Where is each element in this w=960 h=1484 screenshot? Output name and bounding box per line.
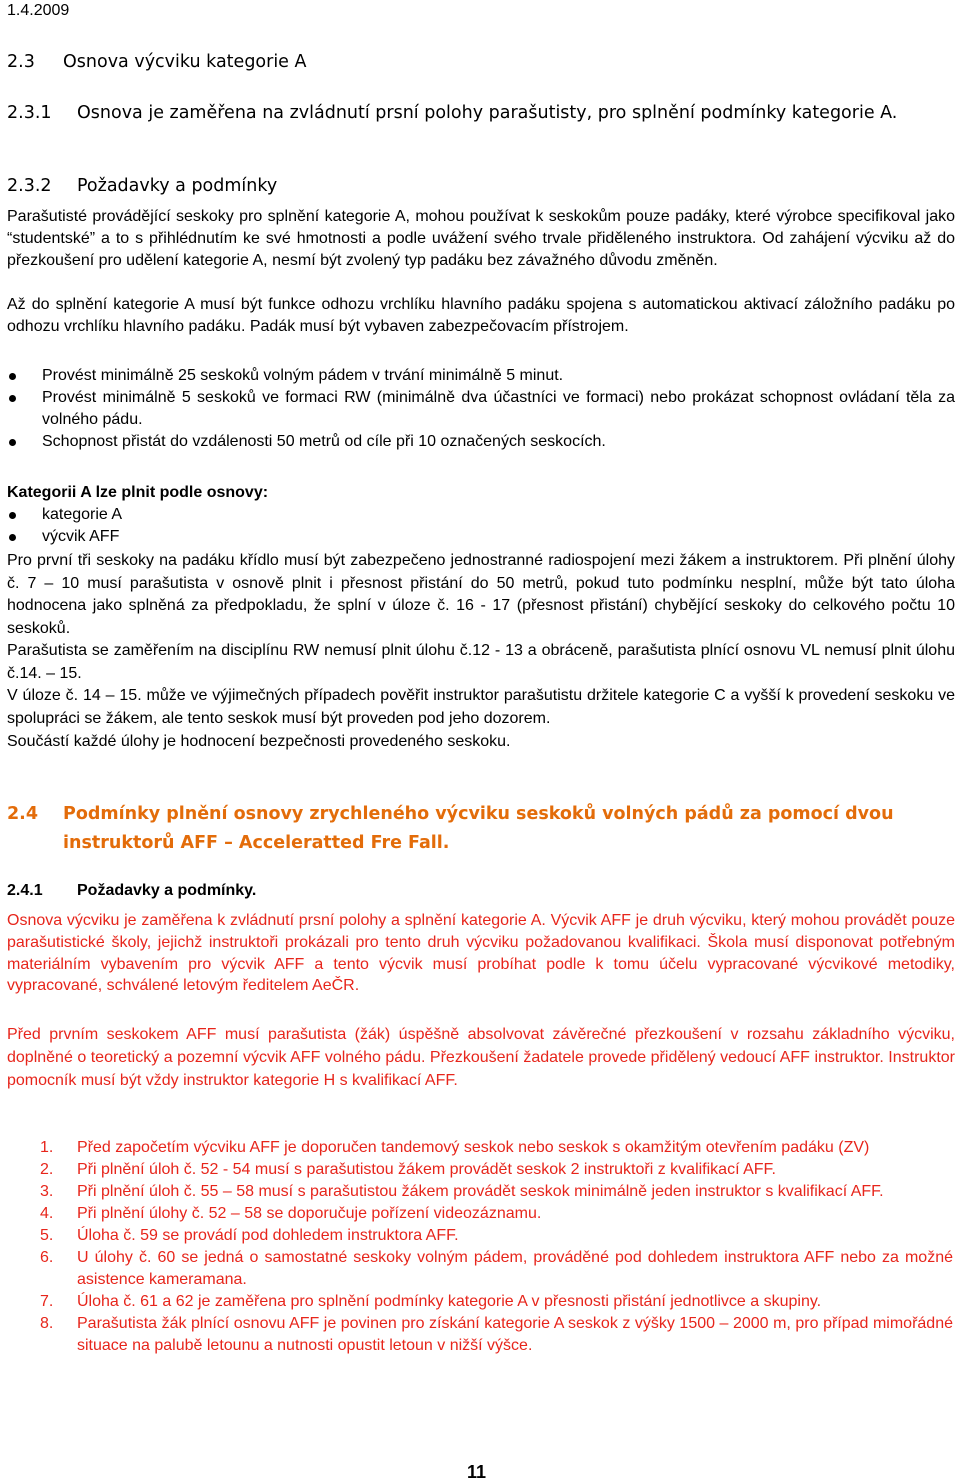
- paragraph-1: [7, 206, 955, 272]
- list-item: Schopnost přistát do vzdálenosti 50 metrů od cíle při 10 označených seskocích.: [7, 431, 955, 453]
- header-date: 1.4.2009: [7, 2, 70, 19]
- section-title: Osnova výcviku kategorie A: [63, 52, 307, 72]
- paragraph-6: Součástí každé úlohy je hodnocení bezpečnosti provedeného seskoku.: [7, 733, 511, 750]
- section-title: Požadavky a podmínky: [77, 176, 278, 196]
- list-item: 6. U úlohy č. 60 se jedná o samostatné seskoky volným pádem, prováděné pod dohledem instruktora AFF nebo za možné asistence kameramana.: [40, 1249, 953, 1288]
- kategorii-heading: Kategorii A lze plnit podle osnovy:: [7, 484, 269, 501]
- section-number: 2.4: [7, 804, 39, 824]
- list-item: 5. Úloha č. 59 se provádí pod dohledem instruktora AFF.: [40, 1227, 459, 1244]
- section-2-4-1-heading: [7, 881, 256, 901]
- section-2-3-heading: [7, 50, 307, 74]
- paragraph-5: V úloze č. 14 – 15. může ve výjimečných případech pověřit instruktor parašutistu držitele kategorie C a vyšší k provedení seskoku ve spolupráci se žákem, ale tento seskok musí být proveden pod jeho dozorem.: [7, 687, 955, 727]
- bullet-icon: [9, 512, 16, 519]
- section-2-4-heading: [7, 800, 955, 858]
- section-title-line-2: instruktorů AFF – Acceleratted Fre Fall.: [63, 833, 450, 853]
- bullet-icon: [9, 439, 16, 446]
- paragraph-1b: Od zahájení výcviku až do přezkoušení pro udělení kategorie A, nesmí být zvolený typ padáku bez závažného důvodu změněn.: [7, 230, 956, 269]
- bullet-icon: [9, 534, 16, 541]
- section-text: Osnova je zaměřena na zvládnutí prsní polohy parašutisty, pro splnění podmínky kategorie A.: [77, 103, 898, 123]
- paragraph-2: Až do splnění kategorie A musí být funkce odhozu vrchlíku hlavního padáku spojena s automatickou aktivací záložního padáku po odhozu vrchlíku hlavního padáku. Padák musí být vybaven zabezpečovacím přístrojem.: [7, 296, 955, 335]
- list-item: 3. Při plnění úloh č. 55 – 58 musí s parašutistou žákem provádět seskok minimálně jeden instruktor s kvalifikací AFF.: [40, 1183, 884, 1200]
- list-item: 4. Při plnění úlohy č. 52 – 58 se doporučuje pořízení videozáznamu.: [40, 1205, 542, 1222]
- section-number: 2.4.1: [7, 882, 43, 899]
- bullet-list-2: [7, 504, 955, 548]
- list-item: kategorie A: [7, 504, 955, 526]
- section-2-3-2-heading: [7, 174, 277, 198]
- section-title: Požadavky a podmínky.: [77, 882, 257, 899]
- section-number: 2.3.2: [7, 176, 52, 196]
- paragraph-3: Pro první tři seskoky na padáku křídlo musí být zabezpečeno jednostranné radiospojení mezi žákem a instruktorem. Při plnění úlohy č. 7 – 10 musí parašutista v osnově plnit i přesnost přistání do 50 metrů, pokud tuto podmínku nesplní, může být tato úloha hodnocena jako splněná za předpokladu, že splní v úloze č. 16 - 17 (přesnost přistání) chybějící seskoky do celkového počtu 10 seskoků.: [7, 552, 955, 637]
- list-item: 7. Úloha č. 61 a 62 je zaměřena pro splnění podmínky kategorie A v přesnosti přistání jednotlivce a skupiny.: [40, 1293, 822, 1310]
- list-item: Provést minimálně 25 seskoků volným pádem v trvání minimálně 5 minut.: [7, 365, 955, 387]
- list-item: 2. Při plnění úloh č. 52 - 54 musí s parašutistou žákem provádět seskok 2 instruktoři z kvalifikací AFF.: [40, 1161, 776, 1178]
- paragraph-1a: Parašutisté provádějící seskoky pro splnění kategorie A, mohou používat k seskokům pouze padáky, které výrobce specifikoval jako “studentské” a to s přihlédnutím ke své hmotnosti a podle uvážení svého trvale přiděleného instruktora.: [7, 208, 955, 247]
- section-2-3-1: [7, 101, 955, 125]
- list-item: 8. Parašutista žák plnící osnovu AFF je povinen pro získání kategorie A seskok z výšky 1500 – 2000 m, pro případ mimořádné situace na palubě letounu a nutnosti opustit letoun v nižší výšce.: [40, 1315, 953, 1354]
- list-item: výcvik AFF: [7, 526, 955, 548]
- bullet-list-1: [7, 365, 955, 453]
- numbered-list: [7, 1137, 955, 1357]
- list-item: Provést minimálně 5 seskoků ve formaci RW (minimálně dva účastníci ve formaci) nebo prokázat schopnost ovládaní těla za volného pádu.: [7, 387, 955, 431]
- bullet-icon: [9, 373, 16, 380]
- paragraph-4: Parašutista se zaměřením na disciplínu RW nemusí plnit úlohu č.12 - 13 a obráceně, parašutista plnící osnovu VL nemusí plnit úlohu č.14. – 15.: [7, 642, 955, 682]
- section-title-line-1: Podmínky plnění osnovy zrychleného výcviku seskoků volných pádů za pomocí dvou: [63, 804, 894, 824]
- section-number: 2.3.1: [7, 103, 52, 123]
- bullet-icon: [9, 395, 16, 402]
- page-number: 11: [467, 1462, 487, 1482]
- section-number: 2.3: [7, 52, 35, 72]
- red-paragraph-2: Před prvním seskokem AFF musí parašutista (žák) úspěšně absolvovat závěrečné přezkoušení v rozsahu základního výcviku, doplněné o teoretický a pozemní výcvik AFF volného pádu. Přezkoušení žadatele provede přidělený vedoucí AFF instruktor. Instruktor pomocník musí být vždy instruktor kategorie H s kvalifikací AFF.: [7, 1026, 955, 1089]
- red-paragraph-1: Osnova výcviku je zaměřena k zvládnutí prsní polohy a splnění kategorie A. Výcvik AFF je druh výcviku, který mohou provádět pouze parašutistické školy, jejichž instruktoři prokázali pro tento druh výcviku požadovanou kvalifikaci. Škola musí disponovat potřebným materiálním vybavením pro výcvik AFF a tento výcvik musí probíhat podle k tomu účelu vypracované výcvikové metodiky, vypracované, schválené letovým ředitelem AeČR.: [7, 912, 955, 995]
- list-item: 1. Před započetím výcviku AFF je doporučen tandemový seskok nebo seskok s okamžitým otevřením padáku (ZV): [40, 1139, 870, 1156]
